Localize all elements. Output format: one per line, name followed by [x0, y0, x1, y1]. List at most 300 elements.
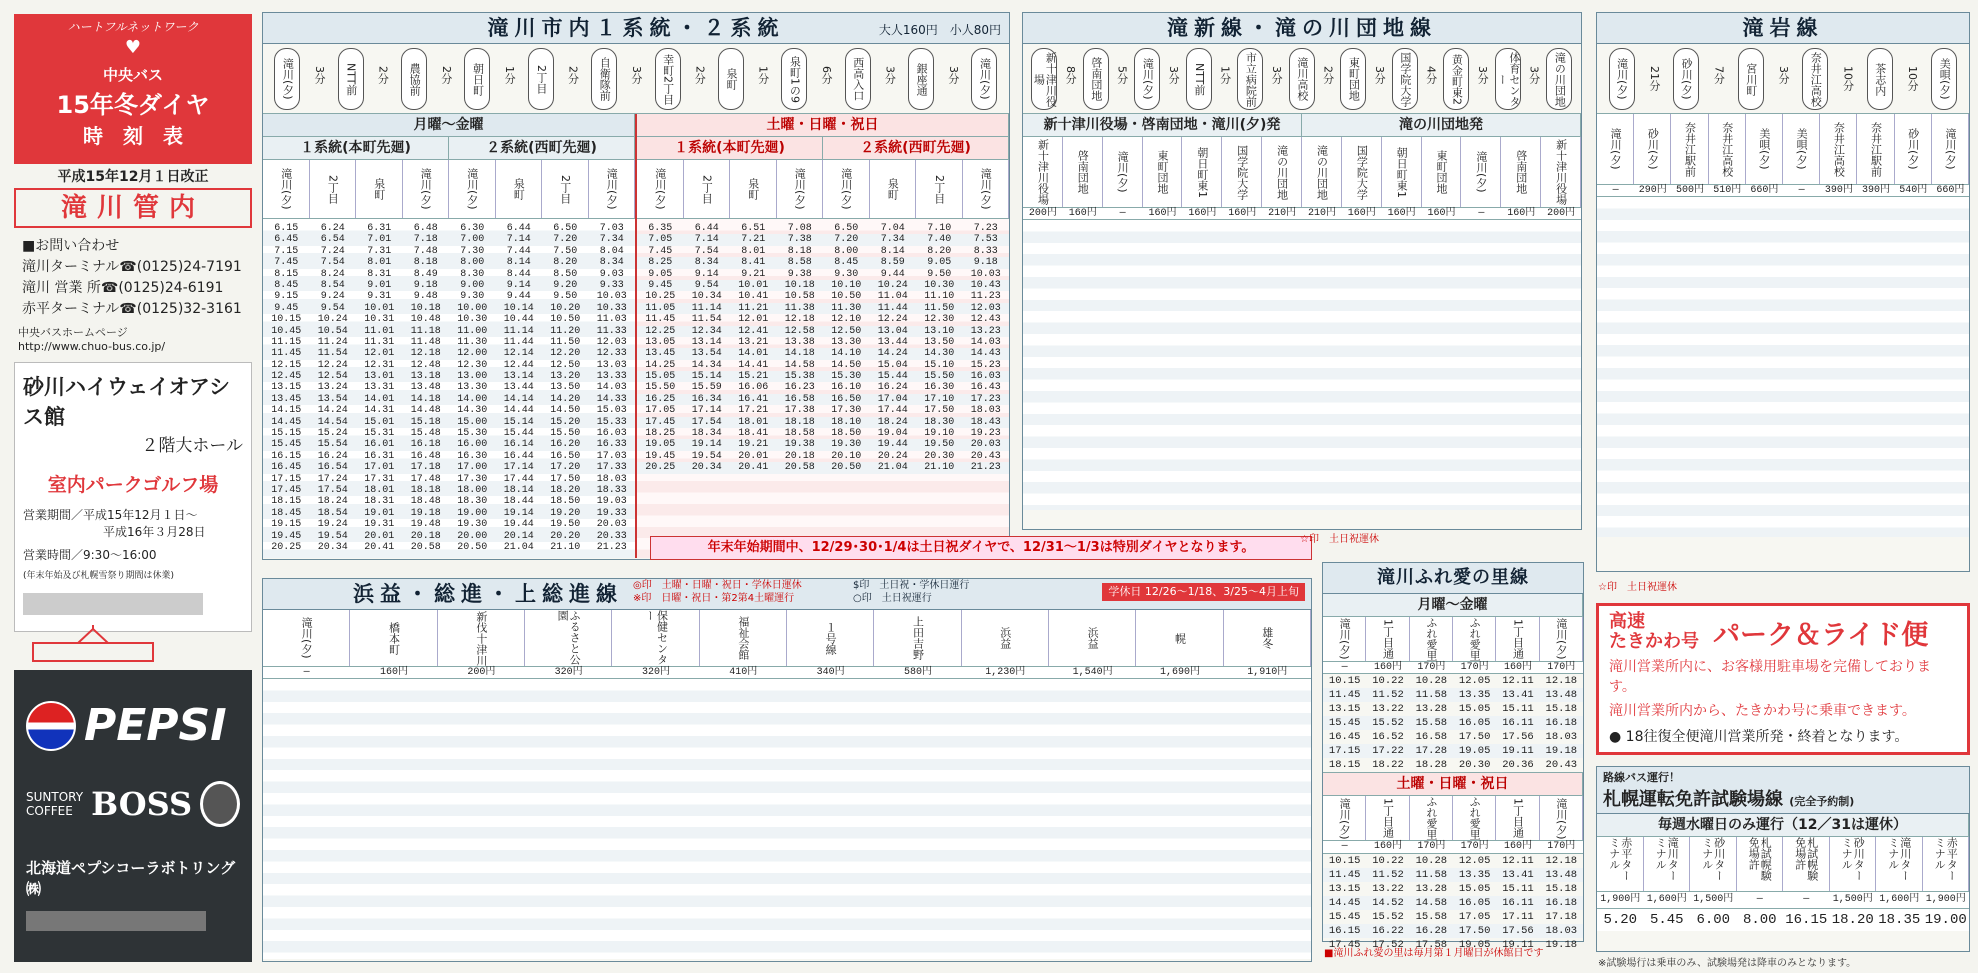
table-row [263, 496, 635, 507]
time-cell: 11.45 [1328, 689, 1361, 702]
column-header: 滝川(夕) [1103, 137, 1143, 207]
time-cell: 15.04 [877, 359, 908, 371]
time-cell: 11.23 [970, 291, 1001, 303]
pepsi-logo: PEPSI [84, 700, 227, 751]
time-cell: 20.03 [596, 519, 627, 531]
time-cell: 21.10 [550, 541, 581, 553]
bus-stop: 滝川(夕) [1609, 48, 1635, 110]
time-cell: 12.10 [831, 314, 862, 326]
time-cell: 13.45 [271, 393, 302, 405]
column-header: 滝川(夕) [1597, 114, 1634, 184]
time-cell: 11.48 [410, 336, 441, 348]
time-cell: 16.01 [364, 439, 395, 451]
travel-minutes: 4分 [1424, 66, 1438, 84]
time-cell: 8.01 [741, 245, 766, 257]
time-cell: 14.44 [503, 405, 534, 417]
travel-minutes: 3分 [1527, 66, 1541, 84]
time-cell: 16.33 [596, 439, 627, 451]
time-cell: 18.58 [784, 428, 815, 440]
column-header: 滝川(夕) [777, 160, 824, 218]
time-cell: 14.10 [831, 348, 862, 360]
time-cell: 13.15 [1328, 882, 1361, 895]
travel-minutes: 3分 [1373, 66, 1387, 84]
time-cell: 7.21 [741, 234, 766, 246]
time-cell: 11.30 [457, 336, 488, 348]
legend-note: ◎印 土曜・日曜・祝日・学休日運休 [633, 580, 802, 591]
legend-note: ○印 土日祝運行 [853, 593, 932, 604]
time-cell: 16.15 [1328, 924, 1361, 937]
panel-title: 滝川ふれ愛の里線 [1323, 563, 1583, 594]
time-cell: 19.14 [503, 507, 534, 519]
time-cell: 12.01 [738, 314, 769, 326]
time-cell: 17.15 [1328, 745, 1361, 758]
ad-subtitle: ２階大ホール [141, 436, 243, 456]
time-cell: 10.18 [784, 279, 815, 291]
time-cell: 9.03 [599, 268, 624, 280]
time-cell: 17.50 [1458, 731, 1491, 744]
time-cell: 10.00 [457, 302, 488, 314]
promo-line: 滝川営業所内から、たきかわ号に乗車できます。 [1609, 703, 1916, 719]
time-cell: 17.10 [924, 393, 955, 405]
time-cell: 8.50 [553, 268, 578, 280]
table-row [637, 462, 1009, 473]
time-cell: 11.50 [924, 302, 955, 314]
table-row [1323, 758, 1583, 772]
table-row [1323, 702, 1583, 716]
time-cell: 16.22 [1372, 924, 1404, 937]
route1-label: １系統(本町先廻) [637, 137, 823, 159]
fare-cell: 160円 [1148, 208, 1177, 219]
weekday-label: 月曜～金曜 [263, 114, 635, 136]
bus-stop: 幸町2丁目 [655, 48, 681, 110]
time-cell: 21.04 [503, 541, 534, 553]
fare-cell: 170円 [1460, 841, 1489, 853]
table-row [637, 360, 1009, 371]
time-cell: 20.03 [970, 439, 1001, 451]
table-row [637, 246, 1009, 257]
time-cell: 11.20 [550, 325, 581, 337]
contact-line: 滝川 営業 所☎(0125)24-6191 [22, 280, 224, 296]
travel-minutes: 3分 [1476, 66, 1490, 84]
column-header: 浜益 [1049, 610, 1136, 666]
table-row [263, 348, 635, 359]
table-row [1323, 868, 1583, 882]
time-cell: 14.01 [738, 348, 769, 360]
time-cell: 18.20 [1831, 912, 1874, 928]
time-cell: 20.34 [691, 462, 722, 474]
time-cell: 13.23 [970, 325, 1001, 337]
table-row [263, 451, 635, 462]
time-cell: 10.25 [645, 291, 676, 303]
table-row [1323, 674, 1583, 688]
time-cell: 20.25 [645, 462, 676, 474]
time-cell: 10.15 [271, 314, 302, 326]
time-cell: 19.05 [1458, 938, 1491, 951]
time-cell: 20.33 [596, 530, 627, 542]
fare-cell: 410円 [729, 667, 758, 678]
time-cell: 7.30 [460, 245, 485, 257]
time-cell: 7.54 [694, 245, 719, 257]
time-cell: 11.04 [877, 291, 908, 303]
time-cell: 13.14 [503, 371, 534, 383]
time-cell: 7.24 [320, 245, 345, 257]
time-cell: 20.50 [831, 462, 862, 474]
time-cell: 12.41 [738, 325, 769, 337]
time-cell: 19.48 [410, 519, 441, 531]
time-cell: 14.03 [596, 382, 627, 394]
table-row [637, 348, 1009, 359]
time-cell: 6.00 [1696, 912, 1731, 928]
fare-cell: ― [1612, 185, 1619, 196]
column-header: 幌 [1136, 610, 1223, 666]
time-cell: 9.14 [694, 268, 719, 280]
time-cell: 18.22 [1372, 759, 1404, 772]
table-row [637, 451, 1009, 462]
time-cell: 15.31 [364, 428, 395, 440]
ad-period-end: 平成16年３月28日 [103, 525, 206, 539]
time-cell: 8.31 [367, 268, 392, 280]
fare-cell: 1,900円 [1600, 894, 1641, 905]
table-row [263, 326, 635, 337]
time-cell: 18.45 [271, 507, 302, 519]
time-cell: 18.24 [317, 496, 348, 508]
time-cell: 13.30 [831, 336, 862, 348]
travel-minutes: 3分 [1776, 66, 1790, 84]
time-cell: 18.15 [1328, 759, 1361, 772]
time-cell: 15.18 [1545, 703, 1578, 716]
bus-stop: NTT前 [1186, 48, 1212, 110]
time-cell: 17.50 [550, 473, 581, 485]
fare-cell: 160円 [1228, 208, 1257, 219]
table-row [637, 428, 1009, 439]
table-row [263, 337, 635, 348]
time-cell: 9.14 [506, 279, 531, 291]
time-cell: 9.54 [320, 302, 345, 314]
fare-row [1597, 185, 1969, 197]
time-cell: 20.50 [457, 541, 488, 553]
time-cell: 20.43 [1545, 759, 1578, 772]
travel-minutes: 1分 [503, 66, 517, 84]
ad-hours: 営業時間／9:30～16:00 [23, 548, 157, 562]
time-cell: 9.24 [320, 291, 345, 303]
table-row [263, 542, 635, 553]
time-cell: 17.30 [831, 405, 862, 417]
time-cell: 14.30 [457, 405, 488, 417]
fare-row [263, 667, 1311, 679]
homepage-url[interactable]: http://www.chuo-bus.co.jp/ [18, 340, 166, 353]
section-label: 新十津川役場・啓南団地・滝川(夕)発 [1023, 114, 1302, 136]
time-cell: 13.22 [1372, 703, 1404, 716]
time-cell: 20.41 [738, 462, 769, 474]
time-cell: 14.18 [410, 393, 441, 405]
time-cell: 16.31 [364, 450, 395, 462]
time-cell: 15.01 [364, 416, 395, 428]
time-cell: 10.24 [317, 314, 348, 326]
time-cell: 13.04 [877, 325, 908, 337]
table-row [263, 360, 635, 371]
table-row [263, 223, 635, 234]
column-header: 東町団地 [1422, 137, 1462, 207]
fare-cell: 160円 [1507, 208, 1536, 219]
time-cell: 9.45 [274, 302, 299, 314]
time-cell: 14.31 [364, 405, 395, 417]
time-cell: 19.18 [410, 507, 441, 519]
time-cell: 14.45 [271, 416, 302, 428]
time-cell: 15.11 [1502, 882, 1534, 895]
time-cell: 18.31 [364, 496, 395, 508]
time-cell: 18.25 [645, 428, 676, 440]
column-header: 美唄(夕) [1746, 114, 1783, 184]
column-header: 滝の川団地 [1302, 137, 1342, 207]
table-row [637, 337, 1009, 348]
time-cell: 12.43 [970, 314, 1001, 326]
travel-minutes: 2分 [566, 66, 580, 84]
time-cell: 13.35 [1458, 689, 1491, 702]
time-cell: 8.01 [367, 257, 392, 269]
time-cell: 16.52 [1372, 731, 1404, 744]
time-cell: 19.50 [924, 439, 955, 451]
fare-cell: 170円 [1547, 662, 1576, 673]
table-row [637, 405, 1009, 416]
time-cell: 17.20 [550, 462, 581, 474]
time-cell: 19.30 [831, 439, 862, 451]
column-header: 奈井江高校 [1709, 114, 1746, 184]
time-cell: 19.03 [596, 496, 627, 508]
time-cell: 12.54 [317, 371, 348, 383]
time-cell: 19.54 [691, 450, 722, 462]
time-cell: 7.53 [973, 234, 998, 246]
timetable-body [1023, 220, 1581, 510]
time-cell: 15.05 [1458, 703, 1491, 716]
time-cell: 20.01 [738, 450, 769, 462]
time-cell: 13.15 [271, 382, 302, 394]
fare-cell: ― [1803, 894, 1810, 905]
time-cell: 15.58 [1415, 910, 1448, 923]
time-cell: 20.24 [877, 450, 908, 462]
fare-cell: 320円 [641, 667, 670, 678]
table-row [263, 314, 635, 325]
time-cell: 9.21 [741, 268, 766, 280]
time-cell: 18.54 [317, 507, 348, 519]
column-header: 浜益 [962, 610, 1049, 666]
time-cell: 18.03 [596, 473, 627, 485]
time-cell: 16.30 [457, 450, 488, 462]
column-header: 滝川(夕) [823, 160, 870, 218]
promo-line: 滝川営業所内に、お客様用駐車場を完備しております。 [1609, 659, 1931, 695]
time-cell: 12.48 [410, 359, 441, 371]
table-row [263, 417, 635, 428]
column-header: 朝日町東1 [1182, 137, 1222, 207]
time-cell: 19.31 [364, 519, 395, 531]
time-cell: 14.30 [924, 348, 955, 360]
time-cell: 15.54 [317, 439, 348, 451]
panel-title: 滝川市内１系統・２系統 [487, 16, 785, 40]
table-row [637, 382, 1009, 393]
time-cell: 11.01 [364, 325, 395, 337]
park-ride-promo [1596, 603, 1970, 755]
table-row [637, 394, 1009, 405]
column-header: 泉町 [870, 160, 917, 218]
time-cell: 20.18 [784, 450, 815, 462]
time-cell: 20.25 [271, 541, 302, 553]
time-cell: 16.03 [596, 428, 627, 440]
table-row [263, 485, 635, 496]
fare-cell: 1,230円 [985, 667, 1026, 678]
column-header: 奈井江駅前 [1857, 114, 1894, 184]
time-cell: 16.25 [645, 393, 676, 405]
fare-cell: 160円 [1347, 208, 1376, 219]
column-header: 砂川ターミナル [1830, 837, 1877, 891]
table-row [263, 531, 635, 542]
column-header: 国学院大学 [1342, 137, 1382, 207]
time-cell: 11.45 [1328, 868, 1361, 881]
holiday-label: 土曜・日曜・祝日 [1323, 773, 1583, 795]
time-cell: 12.25 [645, 325, 676, 337]
time-cell: 17.58 [1415, 938, 1448, 951]
column-header: 滝川(夕) [1323, 617, 1366, 661]
time-cell: 15.14 [503, 416, 534, 428]
time-cell: 16.43 [970, 382, 1001, 394]
table-row [263, 303, 635, 314]
table-row [263, 474, 635, 485]
table-row [263, 382, 635, 393]
time-cell: 14.41 [738, 359, 769, 371]
time-cell: 18.34 [691, 428, 722, 440]
time-cell: 19.05 [645, 439, 676, 451]
time-cell: 15.15 [271, 428, 302, 440]
bus-stop: 黄金町東2 [1443, 48, 1469, 110]
time-cell: 7.45 [648, 245, 673, 257]
time-cell: 6.44 [694, 223, 719, 234]
time-cell: 18.20 [550, 484, 581, 496]
column-header: 朝日町東1 [1382, 137, 1422, 207]
column-header: 砂川(夕) [1634, 114, 1671, 184]
time-cell: 10.30 [457, 314, 488, 326]
travel-minutes: 3分 [883, 66, 897, 84]
column-header: 奈井江高校 [1820, 114, 1857, 184]
column-header: 泉町 [496, 160, 543, 218]
fare-cell: ― [1756, 894, 1763, 905]
time-cell: 12.18 [1545, 854, 1578, 867]
time-cell: 13.45 [645, 348, 676, 360]
time-cell: 13.00 [457, 371, 488, 383]
time-cell: 13.50 [924, 336, 955, 348]
column-header: 滝川(夕) [263, 610, 350, 666]
table-row [637, 439, 1009, 450]
time-cell: 8.00 [1742, 912, 1777, 928]
column-header: 滝川ターミナル [1876, 837, 1923, 891]
time-cell: 15.45 [271, 439, 302, 451]
time-cell: 11.21 [738, 302, 769, 314]
fare-cell: 390円 [1862, 185, 1891, 196]
time-cell: 14.54 [317, 416, 348, 428]
time-cell: 11.45 [271, 348, 302, 360]
time-cell: 8.45 [274, 279, 299, 291]
table-row [637, 257, 1009, 268]
fare-cell: 160円 [1387, 208, 1416, 219]
fare-cell: 200円 [1028, 208, 1057, 219]
time-cell: 17.44 [503, 473, 534, 485]
time-cell: 15.14 [691, 371, 722, 383]
legend-note: $印 土日祝・学休日運行 [853, 580, 970, 591]
time-cell: 7.45 [274, 257, 299, 269]
fare-cell: 160円 [379, 667, 408, 678]
time-cell: 8.15 [274, 268, 299, 280]
time-cell: 16.10 [831, 382, 862, 394]
route2-label: ２系統(西町先廻) [823, 137, 1009, 159]
column-header: 滝川(夕) [1323, 796, 1366, 840]
time-cell: 14.25 [645, 359, 676, 371]
travel-minutes: 3分 [629, 66, 643, 84]
fare-row [1597, 892, 1969, 909]
time-cell: 12.45 [271, 371, 302, 383]
city-route-panel [262, 12, 1010, 560]
time-cell: 12.24 [317, 359, 348, 371]
table-row [637, 223, 1009, 234]
time-cell: 13.48 [1545, 868, 1578, 881]
column-header: 赤平ターミナル [1597, 837, 1644, 891]
time-cell: 7.08 [787, 223, 812, 234]
time-cell: 9.38 [787, 268, 812, 280]
time-cell: 18.30 [457, 496, 488, 508]
time-cell: 12.03 [970, 302, 1001, 314]
time-cell: 13.10 [924, 325, 955, 337]
time-cell: 18.03 [1545, 924, 1578, 937]
panel-title: 滝岩線 [1597, 13, 1969, 44]
time-cell: 12.11 [1502, 854, 1534, 867]
fare-cell: 1,910円 [1247, 667, 1288, 678]
time-cell: 19.10 [924, 428, 955, 440]
time-cell: 12.50 [831, 325, 862, 337]
time-cell: 16.24 [877, 382, 908, 394]
time-cell: 9.50 [553, 291, 578, 303]
time-cell: 15.50 [645, 382, 676, 394]
time-cell: 8.14 [880, 245, 905, 257]
bus-stop: 滝川(夕) [1134, 48, 1160, 110]
time-cell: 6.50 [834, 223, 859, 234]
column-header: 滝川(夕) [963, 160, 1010, 218]
time-cell: 10.41 [738, 291, 769, 303]
time-cell: 7.34 [599, 234, 624, 246]
time-cell: 6.15 [274, 223, 299, 234]
bus-stop: NTT前 [338, 48, 364, 110]
fare-cell: 1,540円 [1072, 667, 1113, 678]
time-cell: 11.14 [691, 302, 722, 314]
time-cell: 13.48 [1545, 689, 1578, 702]
suntory-label: SUNTORY [26, 790, 84, 804]
time-cell: 7.20 [834, 234, 859, 246]
corp-name: 北海道ペプシコーラボトリング㈱ [26, 859, 236, 898]
table-row [1323, 924, 1583, 938]
column-header: 新十津川役場 [1541, 137, 1581, 207]
fare-cell: ― [1478, 208, 1485, 219]
hamamasu-panel [262, 578, 1312, 962]
time-cell: 17.45 [271, 484, 302, 496]
reservation-note: (完全予約制) [1789, 795, 1855, 808]
time-cell: 10.54 [317, 325, 348, 337]
fare-cell: 510円 [1713, 185, 1742, 196]
time-cell: 13.30 [457, 382, 488, 394]
fare-row [1323, 841, 1583, 853]
travel-minutes: 21分 [1647, 66, 1661, 91]
time-cell: 18.50 [831, 428, 862, 440]
time-cell: 7.01 [367, 234, 392, 246]
time-cell: 19.20 [550, 507, 581, 519]
panel-title: 浜益・総進・上総進線 [353, 582, 623, 606]
time-cell: 20.01 [364, 530, 395, 542]
time-cell: 12.30 [924, 314, 955, 326]
time-cell: 18.35 [1878, 912, 1921, 928]
